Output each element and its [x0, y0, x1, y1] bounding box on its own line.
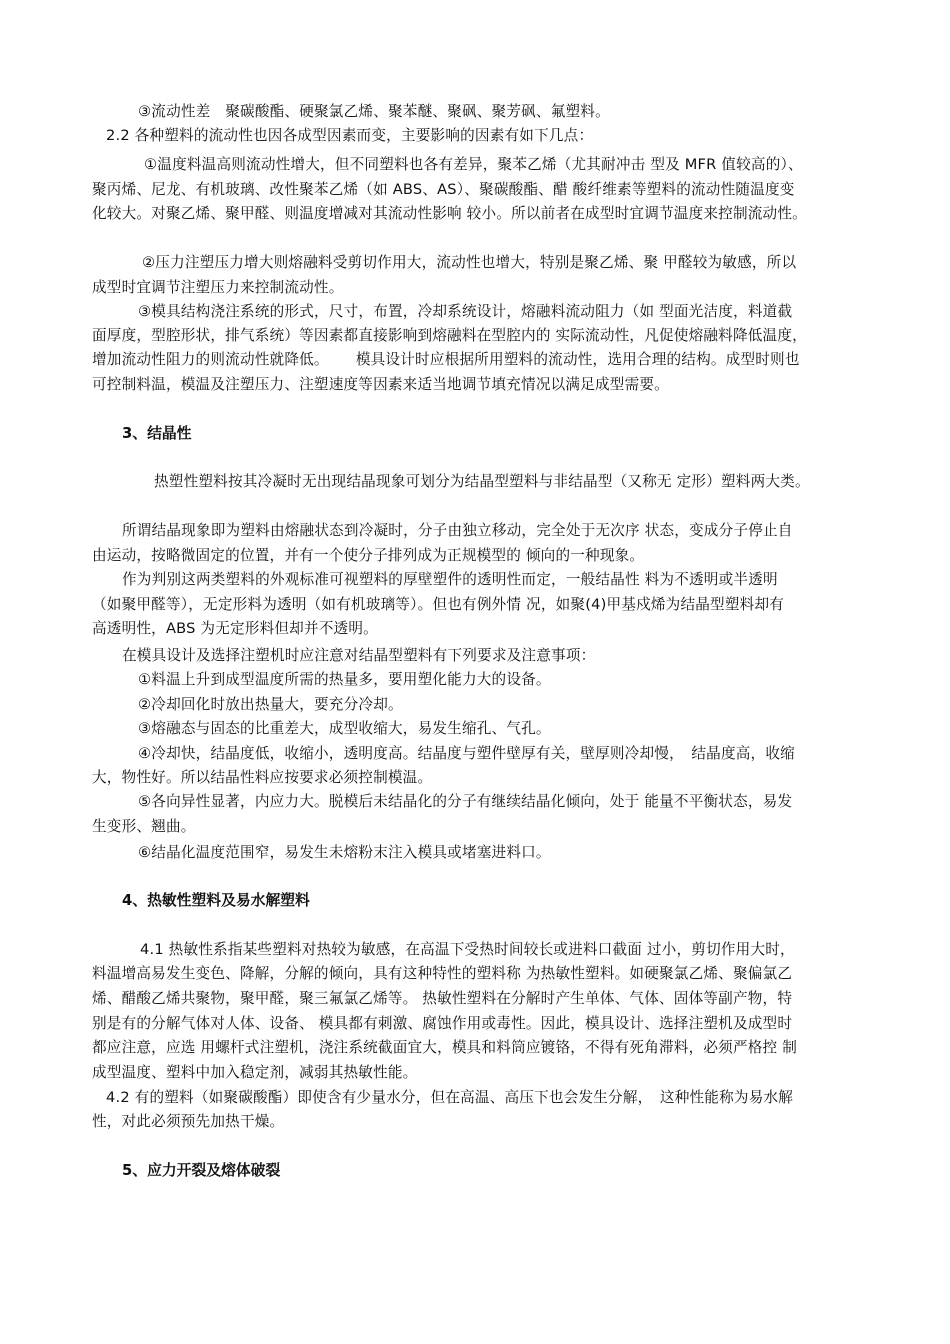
- crystal-judge-line-1: 作为判别这两类塑料的外观标准可视塑料的厚壁塑件的透明性而定，一般结晶性 料为不透明或半透明: [122, 571, 778, 588]
- heat-paragraph-line-4: 别是有的分解气体对人体、设备、 模具都有刺激、腐蚀作用或毒性。因此，模具设计、选择注塑机及成型时: [92, 1015, 793, 1032]
- temp-paragraph-line-2: 聚丙烯、尼龙、有机玻璃、改性聚苯乙烯（如 ABS、AS）、聚碳酸酯、醋 酸纤维素等塑料的流动性随温度变: [92, 181, 795, 198]
- crystallinity-intro: 热塑性塑料按其冷凝时无出现结晶现象可划分为结晶型塑料与非结晶型（又称无 定形）塑料两大类。: [154, 473, 810, 490]
- stress-cracking-heading: 5、应力开裂及熔体破裂: [122, 1162, 281, 1179]
- hydrolysis-paragraph-line-2: 性，对此必须预先加热干燥。: [92, 1113, 285, 1130]
- heat-paragraph-line-6: 成型温度、塑料中加入稳定剂，减弱其热敏性能。: [92, 1064, 418, 1081]
- crystal-item-2: ②冷却回化时放出热量大，要充分冷却。: [138, 696, 403, 713]
- crystal-phenomenon-line-2: 由运动，按略微固定的位置，并有一个使分子排列成为正规模型的 倾向的一种现象。: [92, 547, 645, 564]
- crystal-item-3: ③熔融态与固态的比重差大，成型收缩大，易发生缩孔、气孔。: [138, 720, 551, 737]
- pressure-paragraph-line-2: 成型时宜调节注塑压力来控制流动性。: [92, 279, 344, 296]
- hydrolysis-paragraph-line-1: 4.2 有的塑料（如聚碳酸酯）即使含有少量水分，但在高温、高压下也会发生分解， 这种性能称为易水解: [106, 1089, 794, 1106]
- temp-paragraph-line-1: ①温度料温高则流动性增大，但不同塑料也各有差异，聚苯乙烯（尤其耐冲击 型及 MFR 值较高的）、: [144, 156, 803, 173]
- crystal-item-1: ①料温上升到成型温度所需的热量多，要用塑化能力大的设备。: [138, 671, 551, 688]
- flow-item-3: ③流动性差 聚碳酸酯、硬聚氯乙烯、聚苯醚、聚砜、聚芳砜、氟塑料。: [138, 103, 610, 120]
- crystal-requirements-intro: 在模具设计及选择注塑机时应注意对结晶型塑料有下列要求及注意事项：: [122, 647, 596, 664]
- crystal-item-4-line-2: 大，物性好。所以结晶性料应按要求必须控制模温。: [92, 769, 433, 786]
- crystal-item-5-line-1: ⑤各向异性显著，内应力大。脱模后未结晶化的分子有继续结晶化倾向，处于 能量不平衡状态，易发: [138, 793, 793, 810]
- heat-sensitive-heading: 4、热敏性塑料及易水解塑料: [122, 892, 310, 909]
- heat-paragraph-line-2: 料温增高易发生变色、降解，分解的倾向，具有这种特性的塑料称 为热敏性塑料。如硬聚氯乙烯、聚偏氯乙: [92, 965, 793, 982]
- crystallinity-heading: 3、结晶性: [122, 425, 192, 442]
- crystal-phenomenon-line-1: 所谓结晶现象即为塑料由熔融状态到冷凝时，分子由独立移动，完全处于无次序 状态，变成分子停止自: [122, 522, 793, 539]
- heat-paragraph-line-1: 4.1 热敏性系指某些塑料对热较为敏感，在高温下受热时间较长或进料口截面 过小，剪切作用大时，: [140, 941, 795, 958]
- crystal-item-5-line-2: 生变形、翘曲。: [92, 818, 196, 835]
- mold-paragraph-line-1: ③模具结构浇注系统的形式，尺寸，布置，冷却系统设计，熔融料流动阻力（如 型面光洁度，料道截: [138, 303, 793, 320]
- mold-paragraph-line-3: 增加流动性阻力的则流动性就降低。 模具设计时应根据所用塑料的流动性，选用合理的结构。成型时则也: [92, 351, 800, 368]
- crystal-item-6: ⑥结晶化温度范围窄，易发生未熔粉末注入模具或堵塞进料口。: [138, 844, 551, 861]
- section-2-2-title: 2.2 各种塑料的流动性也因各成型因素而变，主要影响的因素有如下几点：: [106, 127, 594, 144]
- mold-paragraph-line-4: 可控制料温，模温及注塑压力、注塑速度等因素来适当地调节填充情况以满足成型需要。: [92, 376, 669, 393]
- heat-paragraph-line-5: 都应注意，应选 用螺杆式注塑机，浇注系统截面宜大，模具和料筒应镀铬，不得有死角滞料，必须严格控 制: [92, 1039, 797, 1056]
- pressure-paragraph-line-1: ②压力注塑压力增大则熔融料受剪切作用大，流动性也增大，特别是聚乙烯、聚 甲醛较为敏感，所以: [142, 254, 797, 271]
- heat-paragraph-line-3: 烯、醋酸乙烯共聚物，聚甲醛，聚三氟氯乙烯等。 热敏性塑料在分解时产生单体、气体、固体等副产物，特: [92, 990, 793, 1007]
- crystal-judge-line-2: （如聚甲醛等），无定形料为透明（如有机玻璃等）。但也有例外情 况，如聚(4)甲基戍烯为结晶型塑料却有: [92, 596, 785, 613]
- crystal-item-4-line-1: ④冷却快，结晶度低，收缩小，透明度高。结晶度与塑件壁厚有关，壁厚则冷却慢， 结晶度高，收缩: [138, 745, 795, 762]
- mold-paragraph-line-2: 面厚度，型腔形状，排气系统）等因素都直接影响到熔融料在型腔内的 实际流动性，凡促使熔融料降低温度，: [92, 327, 807, 344]
- crystal-judge-line-3: 高透明性，ABS 为无定形料但却并不透明。: [92, 620, 378, 637]
- temp-paragraph-line-3: 化较大。对聚乙烯、聚甲醛、则温度增减对其流动性影响 较小。所以前者在成型时宜调节温度来控制流动性。: [92, 205, 807, 222]
